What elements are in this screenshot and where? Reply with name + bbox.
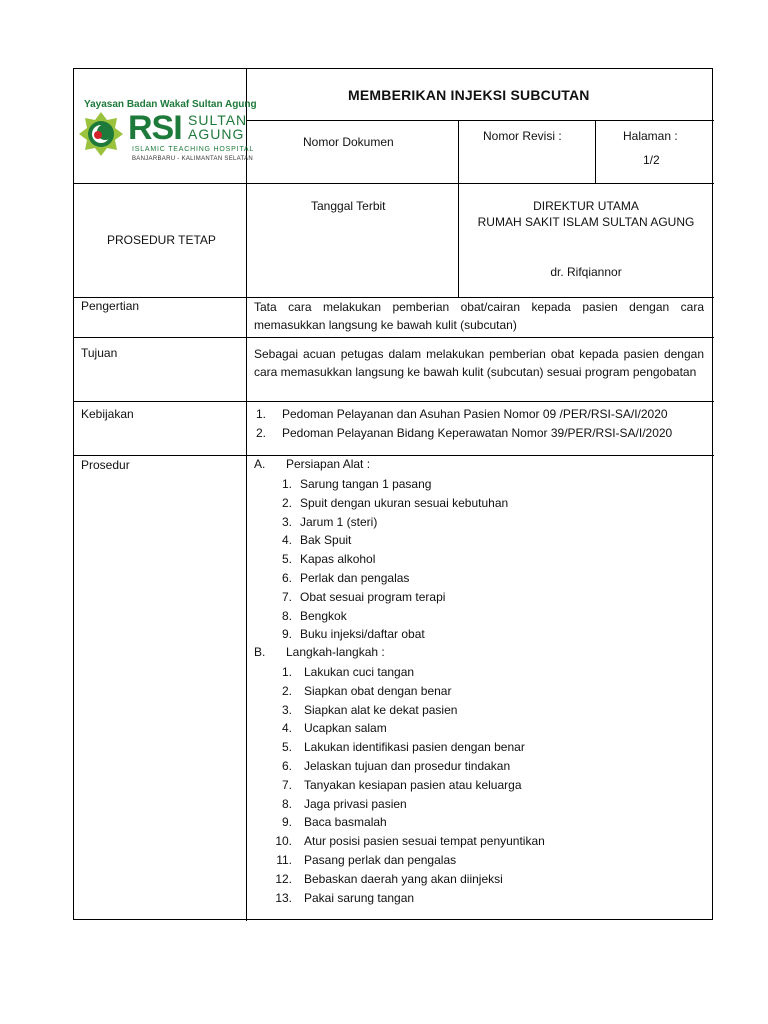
halaman-label: Halaman : [623, 129, 678, 143]
list-number: 1. [281, 665, 292, 679]
list-item-text: Pakai sarung tangan [304, 890, 415, 905]
list-item-text: Lakukan cuci tangan [304, 665, 415, 679]
list-item-text: Ucapkan salam [304, 721, 387, 736]
list-item-text: Pasang perlak dan pengalas [304, 853, 457, 867]
list-item-text: Jarum 1 (steri) [300, 514, 378, 529]
list-item-text: Siapkan alat ke dekat pasien [304, 702, 458, 717]
list-number: 9. [281, 627, 292, 642]
list-number: 1. [281, 477, 292, 491]
pengertian-label: Pengertian [81, 299, 140, 313]
list-item-text: Lakukan identifikasi pasien dengan benar [304, 740, 525, 755]
hospital-name: RUMAH SAKIT ISLAM SULTAN AGUNG [477, 215, 695, 229]
tujuan-label: Tujuan [81, 346, 118, 360]
column-divider [458, 120, 459, 183]
hospital-location: BANJARBARU - KALIMANTAN SELATAN [132, 156, 253, 162]
agung-wordmark: AGUNG [188, 126, 245, 142]
column-divider [595, 120, 596, 183]
list-item-text: Bengkok [300, 608, 347, 623]
list-item-text: Spuit dengan ukuran sesuai kebutuhan [300, 495, 509, 510]
row-divider [74, 401, 714, 402]
prosedur-label: Prosedur [81, 458, 130, 472]
list-number: 9. [281, 815, 292, 830]
pengertian-text: Tata cara melakukan pemberian obat/cairan kepada pasien dengan cara memasukkan langsung ke bawah kulit (subcutan) [254, 300, 704, 332]
section-b-title: Langkah-langkah : [286, 645, 385, 659]
section-a-letter: A. [254, 457, 266, 471]
list-item-text: Kapas alkohol [300, 552, 376, 567]
tanggal-terbit-label: Tanggal Terbit [311, 199, 386, 213]
section-b-letter: B. [254, 645, 266, 659]
list-number: 7. [281, 777, 292, 792]
halaman-value: 1/2 [643, 153, 660, 167]
direktur-title: DIREKTUR UTAMA [533, 199, 639, 213]
list-number: 5. [281, 552, 292, 567]
section-a-title: Persiapan Alat : [286, 457, 371, 471]
list-number: 10. [275, 834, 292, 849]
nomor-dokumen-label: Nomor Dokumen [303, 135, 394, 149]
list-item-text: Perlak dan pengalas [300, 571, 410, 585]
document-table: Yayasan Badan Wakaf Sultan Agung RSI SULTAN AGUNG ISLAMIC TEACHING HOSPITAL BANJARBARU - KALIMANTAN SELATAN MEMBERIKAN INJEKSI SUBCUTAN Nomor Dokumen Nomor Revisi : Halaman : 1/2 PROSEDUR TETAP Tanggal Terbit DIREKTUR UTAMA RUMAH SAKIT ISLAM SULTAN AGUNG dr. Rifqiannor Pengertian Tata cara melakukan pemberian obat/cairan kepada pasien dengan cara memasukkan langsung ke bawah kulit (subcutan) Tujuan Sebagai acuan petugas dalam melakukan pemberian obat kepada pasien dengan cara memasukkan langsung ke bawah kulit (subcutan) sesuai program pengobatan Kebijakan 1. Pedoman Pelayanan dan Asuhan Pasien Nomor 09 /PER/RSI-SA/I/2020 2. Pedoman Pelayanan Bidang Keperawatan Nomor 39/PER/RSI-SA/I/2020 Prosedur A. Persiapan Alat : 1. Sarung tangan 1 pasang 2. Spuit dengan ukuran sesuai kebutuhan 3. Jarum 1 (steri) 4. Bak Spuit 5. Kapas alkohol 6. Perlak dan pengalas 7. Obat sesuai program terapi 8. Bengkok 9. Buku injeksi/daftar obat B. Langkah-langkah : 1. Lakukan cuci tangan 2. Siapkan obat dengan benar 3. Siapkan alat ke dekat pasien 4. Ucapkan salam 5. Lakukan identifikasi pasien dengan benar 6. Jelaskan tujuan dan prosedur tindakan 7. Tanyakan kesiapan pasien atau keluarga 8. Jaga privasi pasien 9. Baca basmalah 10. Atur posisi pasien sesuai tempat penyuntikan 11. Pasang perlak dan pengalas 12. Bebaskan daerah yang akan diinjeksi 13. Pakai sarung tangan [73, 68, 713, 920]
list-item-text: Buku injeksi/daftar obat [300, 627, 425, 642]
rsi-wordmark: RSI [128, 109, 182, 147]
list-number: 3. [281, 702, 292, 717]
foundation-name: Yayasan Badan Wakaf Sultan Agung [84, 99, 257, 110]
list-number: 6. [281, 571, 292, 585]
list-number: 3. [281, 514, 292, 529]
list-item-text: Baca basmalah [304, 815, 387, 830]
list-number: 5. [281, 740, 292, 755]
list-item-text: Sarung tangan 1 pasang [300, 477, 432, 491]
list-item-text: Atur posisi pasien sesuai tempat penyuntikan [304, 834, 545, 849]
list-number: 4. [281, 533, 292, 548]
row-divider [246, 120, 714, 121]
document-title: MEMBERIKAN INJEKSI SUBCUTAN [348, 87, 590, 103]
row-divider [74, 337, 714, 338]
list-item-text: Obat sesuai program terapi [300, 589, 446, 604]
kebijakan-label: Kebijakan [81, 407, 134, 421]
list-item-text: Siapkan obat dengan benar [304, 683, 452, 698]
prosedur-tetap-label: PROSEDUR TETAP [107, 233, 216, 247]
list-item-text: Bebaskan daerah yang akan diinjeksi [304, 871, 503, 886]
list-number: 4. [281, 721, 292, 736]
list-number: 2. [281, 495, 292, 510]
list-item-text: Tanyakan kesiapan pasien atau keluarga [304, 777, 522, 792]
hospital-logo [76, 99, 257, 169]
list-number: 12. [275, 871, 292, 886]
crescent-star-emblem-icon [78, 111, 124, 157]
row-divider [74, 183, 714, 184]
list-number: 8. [281, 796, 292, 811]
list-number: 13. [275, 890, 292, 905]
teaching-hospital-tagline: ISLAMIC TEACHING HOSPITAL [132, 146, 255, 153]
list-number: 2. [281, 683, 292, 698]
list-item-text: Jelaskan tujuan dan prosedur tindakan [304, 759, 511, 773]
list-number: 6. [281, 759, 292, 773]
list-item-text: Bak Spuit [300, 533, 352, 548]
director-name: dr. Rifqiannor [550, 265, 622, 279]
list-number: 8. [281, 608, 292, 623]
list-number: 11. [276, 853, 292, 867]
row-divider [74, 455, 714, 456]
list-number: 7. [281, 589, 292, 604]
sultan-wordmark: SULTAN [188, 112, 248, 128]
list-item-text: Jaga privasi pasien [304, 796, 407, 811]
tujuan-text: Sebagai acuan petugas dalam melakukan pemberian obat kepada pasien dengan cara memasukkan langsung ke bawah kulit (subcutan) sesuai program pengobatan [254, 347, 704, 379]
nomor-revisi-label: Nomor Revisi : [483, 129, 562, 143]
column-divider [246, 69, 247, 921]
